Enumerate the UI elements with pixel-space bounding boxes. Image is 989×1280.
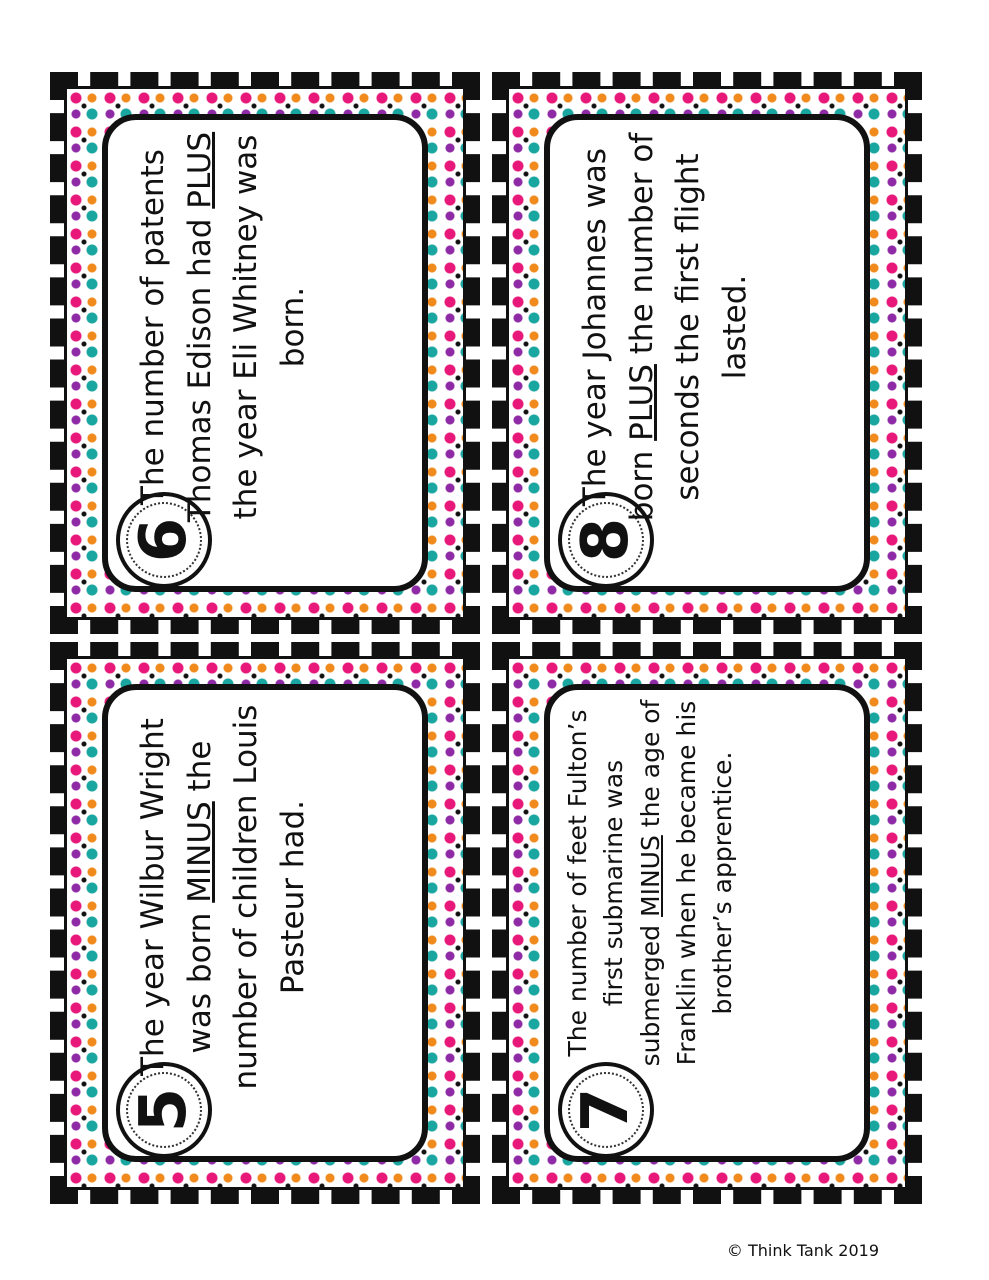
clue-text-after: the number of children Louis Pasteur had. (181, 704, 311, 1090)
card-panel (102, 684, 428, 1162)
copyright-notice: © Think Tank 2019 (726, 1241, 879, 1260)
task-card-8 (492, 72, 922, 634)
card-content (110, 688, 420, 1158)
card-number: 5 (127, 1087, 201, 1133)
card-panel (544, 684, 870, 1162)
clue-operator: MINUS (181, 801, 218, 903)
card-content (552, 118, 862, 588)
card-content (110, 118, 420, 588)
card-clue (130, 128, 316, 526)
clue-text-after: the number of seconds the first flight lasted. (623, 132, 753, 501)
task-card-5 (50, 642, 480, 1204)
card-number: 7 (569, 1087, 643, 1133)
task-card-6 (50, 72, 480, 634)
clue-text-before: The year Johannes was born (577, 147, 660, 522)
card-number: 6 (127, 517, 201, 563)
task-card-7 (492, 642, 922, 1204)
clue-text-before: The year Wilbur Wright was born (135, 718, 218, 1076)
card-clue (572, 128, 758, 526)
clue-text-after: the year Eli Whitney was born. (228, 134, 311, 520)
clue-operator: PLUS (181, 131, 218, 209)
clue-operator: MINUS (635, 835, 665, 917)
card-panel (102, 114, 428, 592)
card-panel (544, 114, 870, 592)
card-number: 8 (569, 517, 643, 563)
clue-text-after: the age of Franklin when he became his brother’s apprentice. (635, 699, 737, 1066)
number-badge (558, 1062, 654, 1158)
clue-text-before: The number of patents Thomas Edison had (135, 149, 218, 523)
clue-operator: PLUS (623, 364, 660, 441)
card-clue (560, 698, 741, 1068)
card-clue (130, 698, 316, 1096)
card-content (552, 688, 862, 1158)
clue-text-before: The number of feet Fulton’s first submarine was submerged (563, 709, 665, 1067)
